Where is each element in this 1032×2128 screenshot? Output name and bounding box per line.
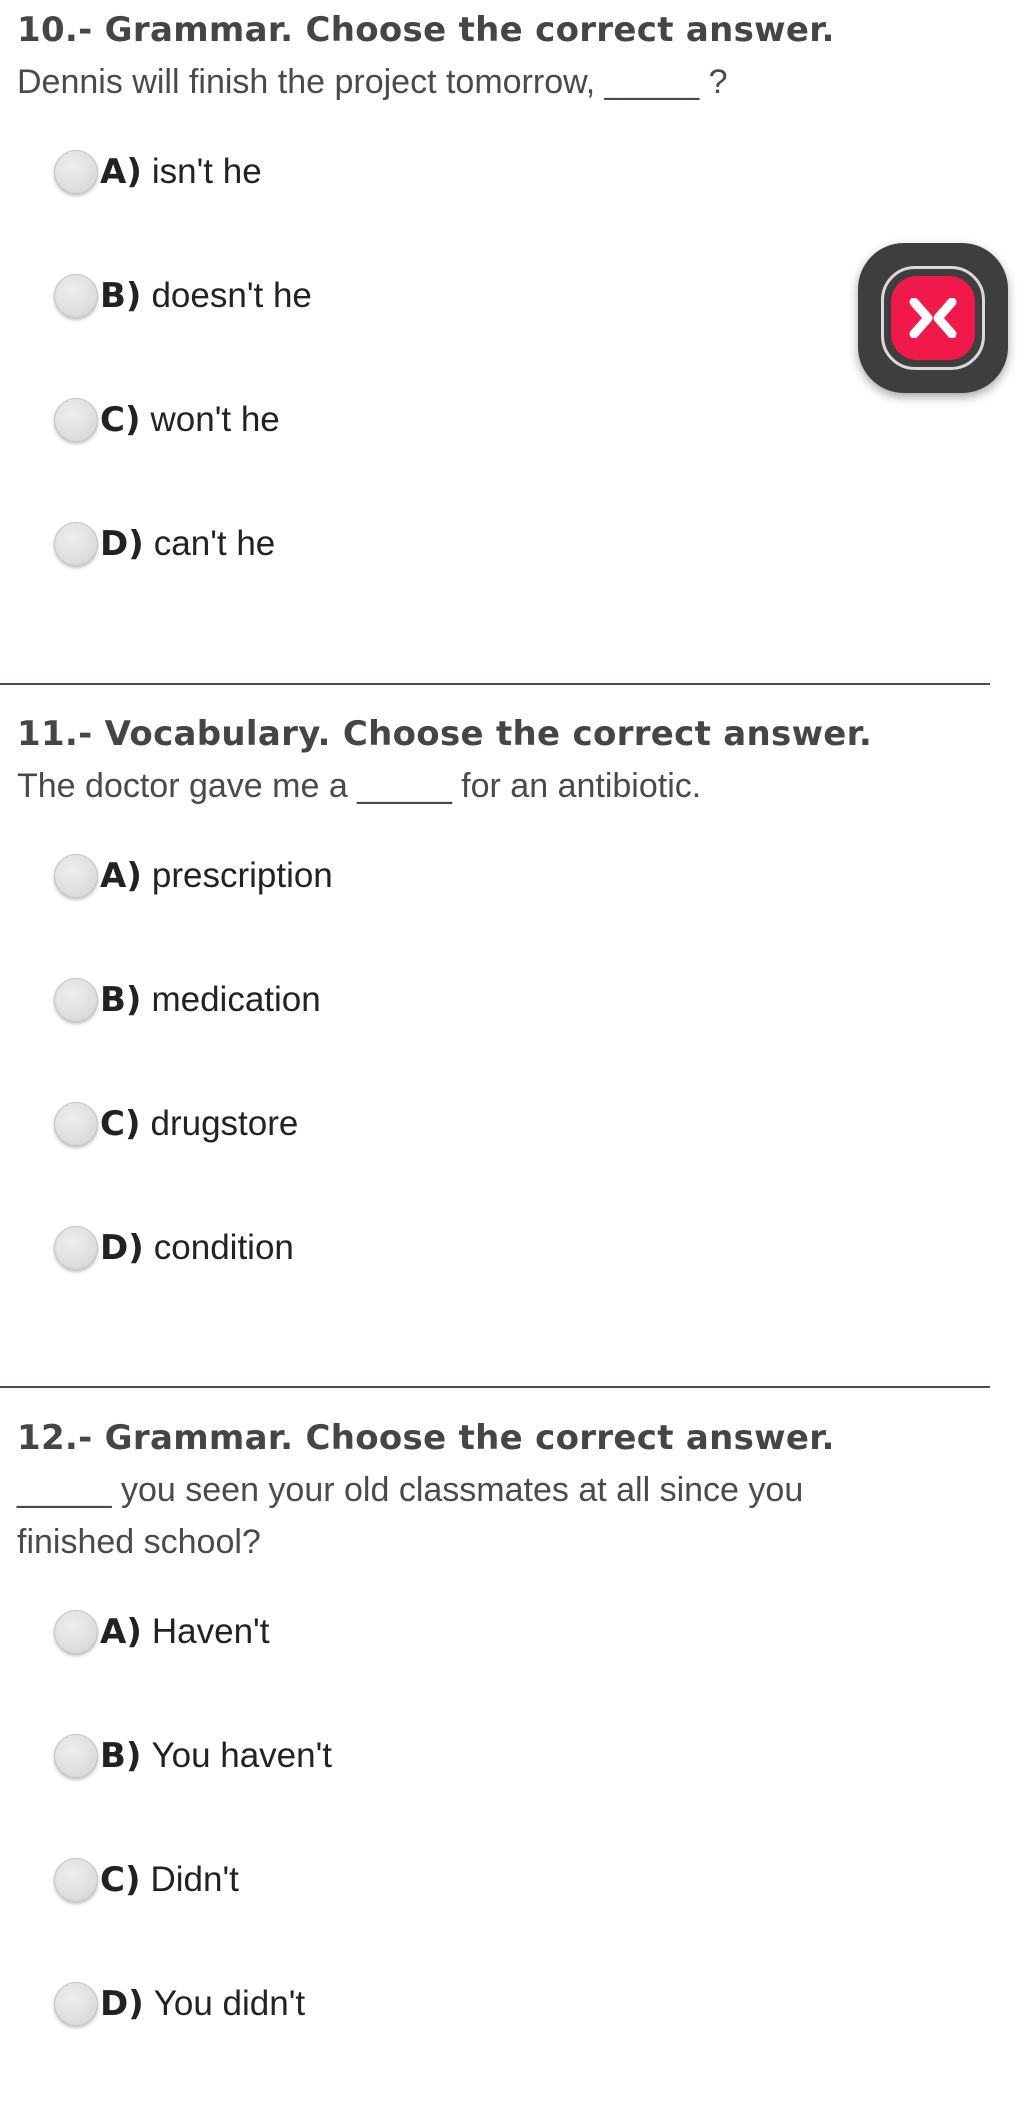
option-c[interactable] bbox=[54, 1098, 298, 1150]
option-letter: A) bbox=[100, 856, 142, 896]
option-text: You haven't bbox=[151, 1736, 333, 1775]
option-b[interactable] bbox=[54, 974, 321, 1026]
option-letter: B) bbox=[100, 1736, 142, 1776]
section-divider bbox=[0, 1386, 990, 1388]
question-title: 11.- Vocabulary. Choose the correct answer. bbox=[17, 714, 873, 754]
question-text: _____ you seen your old classmates at all since you finished school? bbox=[17, 1471, 804, 1561]
question-title: 10.- Grammar. Choose the correct answer. bbox=[17, 10, 835, 50]
option-text: drugstore bbox=[150, 1104, 299, 1143]
option-a[interactable] bbox=[54, 1606, 269, 1658]
option-text: condition bbox=[153, 1228, 294, 1267]
radio-button[interactable] bbox=[54, 1102, 98, 1146]
option-letter: C) bbox=[100, 1104, 141, 1144]
option-text: isn't he bbox=[151, 152, 262, 191]
option-letter: D) bbox=[100, 524, 144, 564]
fab-ring bbox=[881, 266, 985, 370]
option-letter: D) bbox=[100, 1984, 144, 2024]
option-text: doesn't he bbox=[151, 276, 312, 315]
option-letter: A) bbox=[100, 1612, 142, 1652]
option-text: You didn't bbox=[153, 1984, 306, 2023]
radio-button[interactable] bbox=[54, 274, 98, 318]
radio-button[interactable] bbox=[54, 1982, 98, 2026]
option-text: medication bbox=[151, 980, 321, 1019]
option-letter: D) bbox=[100, 1228, 144, 1268]
option-d[interactable] bbox=[54, 1978, 305, 2030]
radio-button[interactable] bbox=[54, 398, 98, 442]
option-letter: A) bbox=[100, 152, 142, 192]
option-letter: C) bbox=[100, 1860, 141, 1900]
option-a[interactable] bbox=[54, 850, 333, 902]
question-title: 12.- Grammar. Choose the correct answer. bbox=[17, 1418, 835, 1458]
screen-capture-x-icon bbox=[906, 298, 960, 338]
fab-inner bbox=[891, 276, 975, 360]
radio-button[interactable] bbox=[54, 522, 98, 566]
option-text: won't he bbox=[150, 400, 280, 439]
option-letter: B) bbox=[100, 276, 142, 316]
radio-button[interactable] bbox=[54, 1734, 98, 1778]
option-text: prescription bbox=[151, 856, 333, 895]
radio-button[interactable] bbox=[54, 978, 98, 1022]
question-text: The doctor gave me a _____ for an antibiotic. bbox=[17, 767, 702, 805]
option-text: Didn't bbox=[150, 1860, 239, 1899]
radio-button[interactable] bbox=[54, 1610, 98, 1654]
option-a[interactable] bbox=[54, 146, 262, 198]
option-b[interactable] bbox=[54, 270, 312, 322]
radio-button[interactable] bbox=[54, 854, 98, 898]
floating-action-button[interactable] bbox=[858, 243, 1008, 393]
radio-button[interactable] bbox=[54, 150, 98, 194]
option-text: Haven't bbox=[151, 1612, 270, 1651]
radio-button[interactable] bbox=[54, 1226, 98, 1270]
question-text: Dennis will finish the project tomorrow, _____ ? bbox=[17, 63, 728, 101]
option-d[interactable] bbox=[54, 518, 275, 570]
option-letter: B) bbox=[100, 980, 142, 1020]
option-b[interactable] bbox=[54, 1730, 332, 1782]
option-text: can't he bbox=[153, 524, 276, 563]
radio-button[interactable] bbox=[54, 1858, 98, 1902]
option-letter: C) bbox=[100, 400, 141, 440]
option-d[interactable] bbox=[54, 1222, 294, 1274]
option-c[interactable] bbox=[54, 1854, 239, 1906]
option-c[interactable] bbox=[54, 394, 280, 446]
section-divider bbox=[0, 683, 990, 685]
